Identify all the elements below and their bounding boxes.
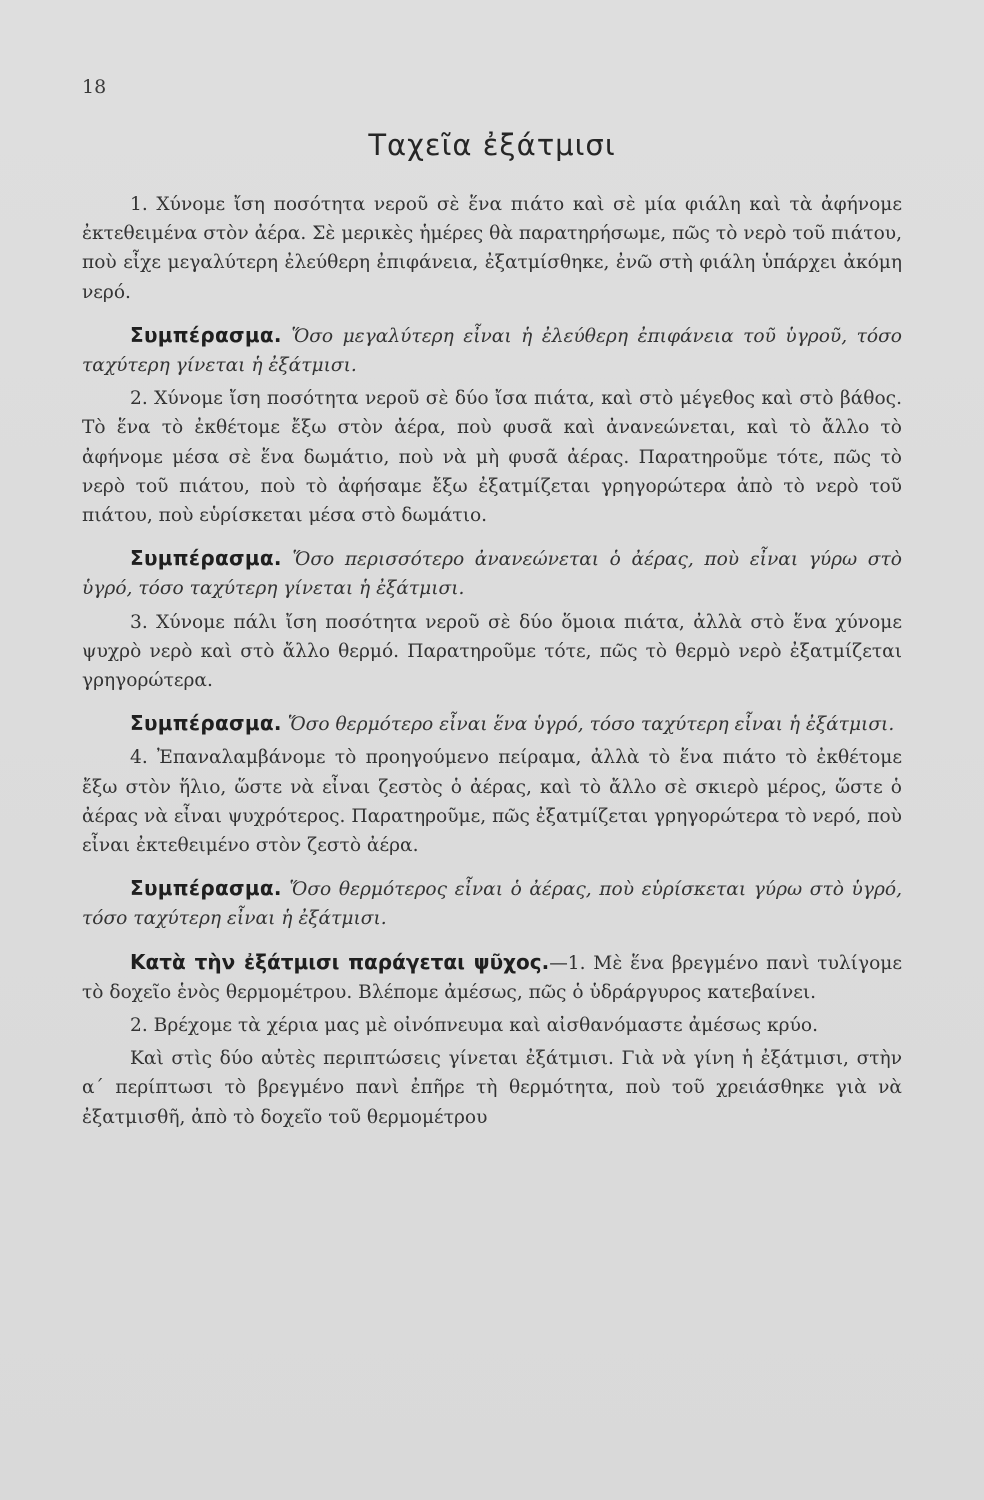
conclusion-text: Ὅσο περισσότερο ἀνανεώνεται ὁ ἀέρας, ποὺ εἶναι γύρω στὸ ὑγρό, τόσο ταχύτερη γίνεται ἡ ἐξάτμισι. bbox=[82, 549, 902, 600]
conclusion-heading: Συμπέρασμα. bbox=[130, 876, 282, 901]
body-text bbox=[82, 190, 902, 1132]
paragraph-text: 2. Χύνομε ἴση ποσότητα νεροῦ σὲ δύο ἴσα πιάτα, καὶ στὸ μέγεθος καὶ στὸ βάθος. Τὸ ἕνα τὸ ἐκθέτομε ἔξω στὸν ἀέρα, ποὺ φυσᾶ καὶ ἀνανεώνεται, καὶ τὸ ἄλλο τὸ ἀφήνομε μέσα σὲ ἕνα δωμάτιο, ποὺ νὰ μὴ φυσᾶ ἀέρας. Παρατηροῦμε τότε, πῶς τὸ νερὸ τοῦ πιάτου, ποὺ τὸ ἀφήσαμε ἔξω ἐξατμίζεται γρηγορώτερα ἀπὸ τὸ νερὸ τοῦ πιάτου, ποὺ εὑρίσκεται μέσα στὸ δωμάτιο. bbox=[82, 388, 902, 527]
conclusion-heading: Συμπέρασμα. bbox=[130, 711, 282, 736]
conclusion-heading: Συμπέρασμα. bbox=[130, 322, 282, 347]
conclusion-1 bbox=[82, 321, 902, 380]
conclusion-3 bbox=[82, 709, 902, 739]
paragraph-5 bbox=[82, 1011, 902, 1040]
paragraph-text: 3. Χύνομε πάλι ἴση ποσότητα νεροῦ σὲ δύο ὅμοια πιάτα, ἀλλὰ στὸ ἕνα χύνομε ψυχρὸ νερὸ καὶ στὸ ἄλλο θερμό. Παρατηροῦμε τότε, πῶς τὸ θερμὸ νερὸ ἐξατμίζεται γρηγορώτερα. bbox=[82, 611, 902, 692]
conclusion-text: Ὅσο μεγαλύτερη εἶναι ἡ ἐλεύθερη ἐπιφάνεια τοῦ ὑγροῦ, τόσο ταχύτερη γίνεται ἡ ἐξάτμισι. bbox=[82, 325, 902, 377]
conclusion-heading: Συμπέρασμα. bbox=[130, 546, 282, 571]
section-heading: Κατὰ τὴν ἐξάτμισι παράγεται ψῦχος. bbox=[130, 949, 550, 974]
paragraph-6 bbox=[82, 1044, 902, 1132]
paragraph-text: 2. Βρέχομε τὰ χέρια μας μὲ οἰνόπνευμα καὶ αἰσθανόμαστε ἀμέσως κρύο. bbox=[130, 1015, 818, 1037]
paragraph-1 bbox=[82, 190, 902, 307]
paragraph-text: 4. Ἐπαναλαμβάνομε τὸ προηγούμενο πείραμα, ἀλλὰ τὸ ἕνα πιάτο τὸ ἐκθέτομε ἔξω στὸν ἥλιο, ὥστε νὰ εἶναι ζεστὸς ὁ ἀέρας, καὶ τὸ ἄλλο σὲ σκιερὸ μέρος, ὥστε ὁ ἀέρας νὰ εἶναι ψυχρότερος. Παρατηροῦμε, πῶς ἐξατμίζεται γρηγορώτερα τὸ νερό, ποὺ εἶναι ἐκτεθειμένο στὸν ζεστὸ ἀέρα. bbox=[82, 747, 902, 857]
conclusion-4 bbox=[82, 874, 902, 933]
paragraph-2 bbox=[82, 384, 902, 530]
conclusion-text: Ὅσο θερμότερος εἶναι ὁ ἀέρας, ποὺ εὑρίσκεται γύρω στὸ ὑγρό, τόσο ταχύτερη εἶναι ἡ ἐξάτμισι. bbox=[82, 879, 902, 930]
paragraph-text: Καὶ στὶς δύο αὐτὲς περιπτώσεις γίνεται ἐξάτμισι. Γιὰ νὰ γίνη ἡ ἐξάτμισι, στὴν α΄ περίπτωσι τὸ βρεγμένο πανὶ ἐπῆρε τὴ θερμότητα, ποὺ τοῦ χρειάσθηκε γιὰ νὰ ἐξατμισθῆ, ἀπὸ τὸ δοχεῖο τοῦ θερμομέτρου bbox=[82, 1048, 902, 1128]
section-cooling bbox=[82, 948, 902, 1007]
conclusion-2 bbox=[82, 544, 902, 603]
paragraph-text: 1. Χύνομε ἴση ποσότητα νεροῦ σὲ ἕνα πιάτο καὶ σὲ μία φιάλη καὶ τὰ ἀφήνομε ἐκτεθειμένα στὸν ἀέρα. Σὲ μερικὲς ἡμέρες θὰ παρατηρήσωμε, πῶς τὸ νερὸ τοῦ πιάτου, ποὺ εἶχε μεγαλύτερη ἐλεύθερη ἐπιφάνεια, ἐξατμίσθηκε, ἐνῶ στὴ φιάλη ὑπάρχει ἀκόμη νερό. bbox=[82, 194, 902, 303]
page-title: Ταχεῖα ἐξάτμισι bbox=[368, 128, 616, 162]
conclusion-text: Ὅσο θερμότερο εἶναι ἕνα ὑγρό, τόσο ταχύτερη εἶναι ἡ ἐξάτμισι. bbox=[287, 714, 895, 736]
section-text: —1. Μὲ ἕνα βρεγμένο πανὶ τυλίγομε τὸ δοχεῖο ἑνὸς θερμομέτρου. Βλέπομε ἀμέσως, πῶς ὁ ὑδράργυρος κατεβαίνει. bbox=[82, 952, 902, 1003]
paragraph-4 bbox=[82, 743, 902, 860]
page-number: 18 bbox=[82, 76, 107, 98]
paragraph-3 bbox=[82, 608, 902, 696]
